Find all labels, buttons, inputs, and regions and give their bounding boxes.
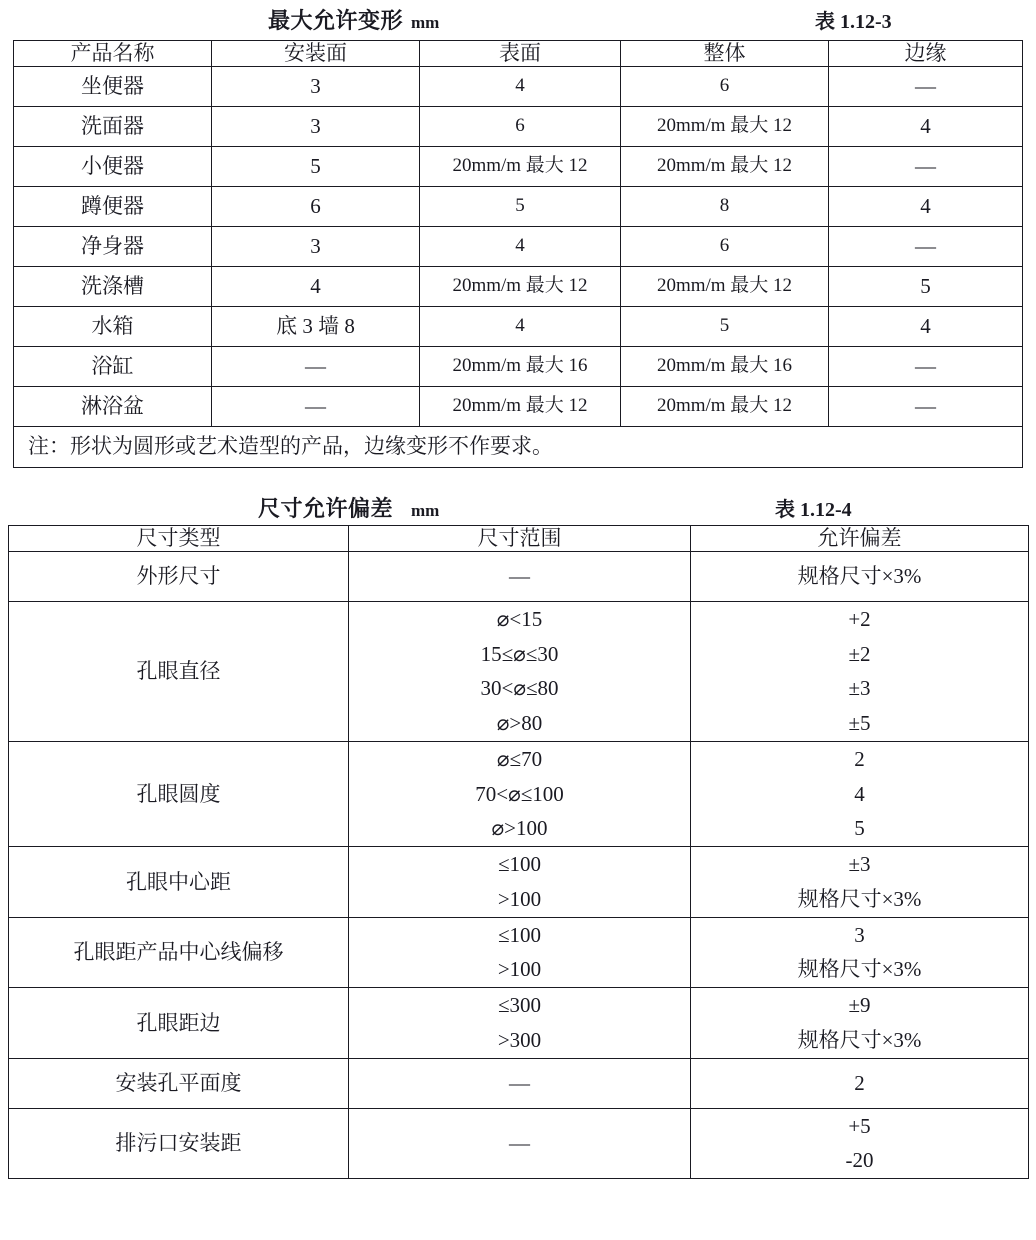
table2-cell-range-line: 15≤⌀≤30 (480, 641, 559, 666)
table1-cell-surface: 4 (420, 306, 621, 346)
table2-caption-title-text: 尺寸允许偏差 (258, 496, 394, 521)
table1-cell-edge: — (829, 226, 1023, 266)
table2-cell-range-line: >100 (497, 886, 542, 911)
table1-cell-mounting: 3 (212, 66, 420, 106)
table2-cell-tolerance-line: 2 (854, 1070, 865, 1095)
table1-cell-mounting: 3 (212, 226, 420, 266)
table-row (9, 988, 1029, 1059)
table1-cell-overall: 8 (621, 186, 829, 226)
table1-cell-edge: 5 (829, 266, 1023, 306)
table2-cell-tolerance-line: -20 (845, 1148, 874, 1173)
table1-cell-overall: 20mm/m 最大 12 (621, 266, 829, 306)
table2-cell-type: 外形尺寸 (9, 551, 349, 601)
table2-cell-range-line: 30<⌀≤80 (480, 676, 559, 701)
table-dimension-tolerance (8, 525, 1029, 1179)
table2-caption-unit: mm (411, 501, 440, 520)
table2-cell-type: 孔眼距产品中心线偏移 (9, 917, 349, 988)
table2-cell-range (349, 988, 691, 1059)
table2-cell-range-line: — (509, 563, 530, 588)
table-row (9, 1108, 1029, 1179)
table-row (14, 146, 1023, 186)
table-row (9, 847, 1029, 918)
table2-cell-tolerance (691, 1108, 1029, 1179)
table2-cell-type: 排污口安装距 (9, 1108, 349, 1179)
table1-cell-edge: 4 (829, 106, 1023, 146)
table2-cell-range-line: ≤100 (497, 922, 542, 947)
table1-caption-title (268, 4, 439, 35)
table2-cell-range-line: ⌀>100 (491, 816, 548, 841)
table1-cell-overall: 20mm/m 最大 12 (621, 106, 829, 146)
table1-cell-surface: 5 (420, 186, 621, 226)
table2-cell-tolerance (691, 847, 1029, 918)
table2-cell-tolerance-line: ±2 (848, 641, 871, 666)
table2-cell-range (349, 847, 691, 918)
table2-header-cell-0: 尺寸类型 (9, 526, 349, 552)
table2-caption-title (258, 492, 439, 523)
table2-body (9, 551, 1029, 1178)
table2-cell-type: 孔眼圆度 (9, 741, 349, 846)
table1-caption-number: 表 1.12-3 (815, 11, 892, 33)
table2-header-row (9, 526, 1029, 552)
table2-cell-range-line: — (509, 1131, 530, 1156)
table1-header-cell-3: 整体 (621, 41, 829, 67)
table2-cell-tolerance-line: ±3 (848, 676, 871, 701)
table2-cell-range (349, 551, 691, 601)
table1-header-cell-2: 表面 (420, 41, 621, 67)
table2-cell-tolerance-line: 2 (854, 746, 865, 771)
table1-cell-overall: 5 (621, 306, 829, 346)
table1-cell-surface: 20mm/m 最大 16 (420, 346, 621, 386)
table1-cell-product: 小便器 (14, 146, 212, 186)
table2-cell-tolerance-line: +2 (848, 606, 871, 631)
table1-cell-mounting: — (212, 386, 420, 426)
table1-cell-product: 浴缸 (14, 346, 212, 386)
table2-cell-tolerance-line: 规格尺寸×3% (797, 957, 922, 982)
table-row (9, 917, 1029, 988)
table1-cell-mounting: 底 3 墙 8 (212, 306, 420, 346)
table2-header-cell-1: 尺寸范围 (349, 526, 691, 552)
table2-cell-range-line: >300 (497, 1027, 542, 1052)
table1-cell-product: 坐便器 (14, 66, 212, 106)
table-row (9, 551, 1029, 601)
table2-cell-tolerance (691, 917, 1029, 988)
table1-cell-overall: 20mm/m 最大 12 (621, 386, 829, 426)
table-row (14, 106, 1023, 146)
table1-cell-edge: 4 (829, 306, 1023, 346)
table2-cell-tolerance-line: 规格尺寸×3% (797, 1027, 922, 1052)
table1-cell-surface: 4 (420, 226, 621, 266)
table2-cell-range-line: — (509, 1070, 530, 1095)
table1-cell-edge: 4 (829, 186, 1023, 226)
table1-caption-row (0, 0, 1036, 36)
table2-cell-tolerance (691, 741, 1029, 846)
table1-header-row (14, 41, 1023, 67)
table2-cell-range (349, 1058, 691, 1108)
table2-cell-tolerance-line: ±3 (848, 852, 871, 877)
table2-caption-row (0, 488, 1036, 524)
table1-cell-overall: 20mm/m 最大 16 (621, 346, 829, 386)
table1-cell-surface: 6 (420, 106, 621, 146)
table1-cell-overall: 6 (621, 66, 829, 106)
table2-cell-tolerance-line: ±5 (848, 711, 871, 736)
table-row (14, 346, 1023, 386)
table1-cell-edge: — (829, 386, 1023, 426)
table-row (14, 266, 1023, 306)
table2-header-cell-2: 允许偏差 (691, 526, 1029, 552)
table-row (14, 66, 1023, 106)
table-row (14, 386, 1023, 426)
table1-cell-product: 洗面器 (14, 106, 212, 146)
table2-cell-tolerance-line: 4 (854, 781, 865, 806)
table2-cell-tolerance-line: ±9 (848, 993, 871, 1018)
table2-cell-range-line: ≤300 (497, 993, 542, 1018)
table2-cell-range (349, 741, 691, 846)
table2-cell-type: 孔眼直径 (9, 601, 349, 741)
table1-cell-edge: — (829, 66, 1023, 106)
table1-cell-surface: 20mm/m 最大 12 (420, 386, 621, 426)
table2-cell-range-line: ≤100 (497, 852, 542, 877)
table2-cell-range-line: ⌀<15 (496, 606, 543, 631)
table2-cell-type: 安装孔平面度 (9, 1058, 349, 1108)
table1-cell-surface: 4 (420, 66, 621, 106)
table-row (14, 306, 1023, 346)
table1-cell-product: 淋浴盆 (14, 386, 212, 426)
table2-cell-range-line: >100 (497, 957, 542, 982)
table-row (9, 1058, 1029, 1108)
table2-cell-tolerance (691, 601, 1029, 741)
table1-cell-product: 净身器 (14, 226, 212, 266)
table2-cell-range (349, 601, 691, 741)
table1-caption-title-text: 最大允许变形 (268, 8, 404, 33)
table1-note-row (14, 426, 1023, 467)
table-max-deformation (13, 40, 1023, 468)
table1-cell-mounting: 5 (212, 146, 420, 186)
table2-cell-tolerance (691, 1058, 1029, 1108)
table1-cell-edge: — (829, 146, 1023, 186)
table1-cell-surface: 20mm/m 最大 12 (420, 146, 621, 186)
table2-cell-range (349, 917, 691, 988)
table-row (14, 226, 1023, 266)
table2-cell-range-line: ⌀>80 (496, 711, 543, 736)
table-row (9, 601, 1029, 741)
table1-cell-overall: 6 (621, 226, 829, 266)
table1-cell-product: 洗涤槽 (14, 266, 212, 306)
table2-cell-tolerance (691, 988, 1029, 1059)
table2-cell-tolerance-line: 规格尺寸×3% (797, 563, 922, 588)
table-row (14, 186, 1023, 226)
table2-cell-range-line: ⌀≤70 (496, 746, 543, 771)
table2-cell-tolerance-line: 5 (854, 816, 865, 841)
table1-caption-unit: mm (411, 13, 440, 32)
table1-cell-surface: 20mm/m 最大 12 (420, 266, 621, 306)
table1-cell-product: 水箱 (14, 306, 212, 346)
table1-cell-overall: 20mm/m 最大 12 (621, 146, 829, 186)
table1-header-cell-0: 产品名称 (14, 41, 212, 67)
table2-cell-tolerance-line: 规格尺寸×3% (797, 886, 922, 911)
table1-note: 注：形状为圆形或艺术造型的产品，边缘变形不作要求。 (14, 426, 1023, 467)
table2-cell-type: 孔眼中心距 (9, 847, 349, 918)
table2-cell-range-line: 70<⌀≤100 (475, 781, 564, 806)
table1-header-cell-4: 边缘 (829, 41, 1023, 67)
table1-cell-mounting: 3 (212, 106, 420, 146)
table2-cell-range (349, 1108, 691, 1179)
table1-header-cell-1: 安装面 (212, 41, 420, 67)
table1-cell-product: 蹲便器 (14, 186, 212, 226)
table2-cell-tolerance (691, 551, 1029, 601)
table1-cell-edge: — (829, 346, 1023, 386)
table1-cell-mounting: 4 (212, 266, 420, 306)
table1-cell-mounting: 6 (212, 186, 420, 226)
table-row (9, 741, 1029, 846)
table2-cell-tolerance-line: +5 (848, 1113, 871, 1138)
table2-caption-number: 表 1.12-4 (775, 499, 852, 521)
table2-cell-tolerance-line: 3 (854, 922, 865, 947)
table2-cell-type: 孔眼距边 (9, 988, 349, 1059)
table1-cell-mounting: — (212, 346, 420, 386)
